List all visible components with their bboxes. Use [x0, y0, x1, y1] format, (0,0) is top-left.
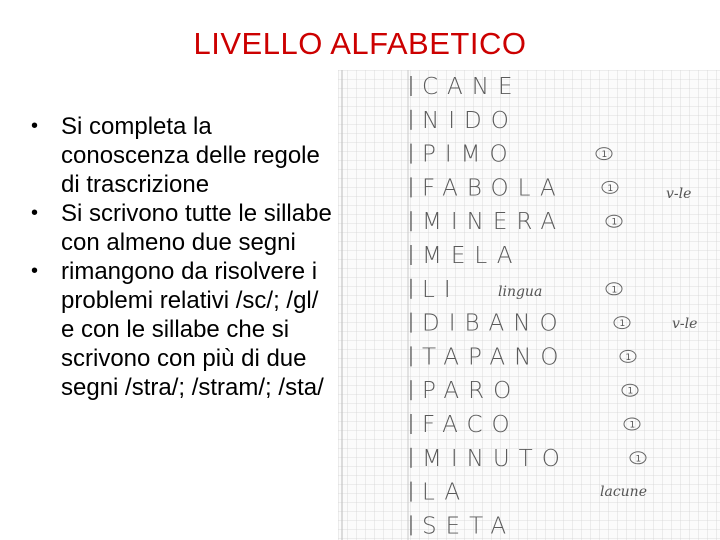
circle-mark-label: 1 [619, 319, 626, 330]
handwritten-word: FABOLA [422, 175, 565, 202]
handwritten-word: PARO [422, 378, 521, 405]
handwritten-word: MINERA [422, 209, 566, 236]
bullet-item [28, 257, 333, 402]
circle-mark-label: 1 [611, 285, 618, 296]
circle-mark-label: 1 [635, 454, 642, 465]
handwritten-word: MELA [422, 243, 522, 269]
handwritten-word: TAPANO [422, 344, 568, 371]
bullet-icon: • [31, 260, 39, 282]
handwriting-scan-image [338, 70, 720, 540]
handwritten-word: SETA [422, 513, 516, 540]
slide-title: LIVELLO ALFABETICO [193, 26, 527, 61]
circle-mark-label: 1 [611, 217, 618, 228]
handwritten-word: FACO [422, 412, 519, 438]
circle-mark-label: 1 [627, 386, 634, 397]
bullet-icon: • [31, 115, 39, 137]
bullet-item [28, 199, 333, 257]
circle-mark-label: 1 [625, 352, 632, 363]
handwritten-word: LI [422, 276, 460, 303]
handwritten-word: DIBANO [422, 310, 567, 337]
handwritten-word: MINUTO [422, 445, 569, 472]
bullet-icon: • [31, 202, 39, 224]
handwritten-note: v-le [672, 316, 698, 332]
handwritten-word: NIDO [422, 107, 518, 134]
handwritten-note: linguа [498, 284, 543, 300]
handwritten-note: v-le [666, 186, 692, 202]
handwritten-word: LA [422, 479, 470, 506]
circle-mark-label: 1 [629, 420, 636, 431]
handwritten-word: CANE [422, 74, 522, 100]
handwritten-note: lacune [600, 484, 647, 500]
bullet-text: Si completa la conoscenza delle regole di trascrizione [61, 113, 320, 198]
bullet-text: rimangono da risolvere i problemi relativi /sc/; /gl/ e con le sillabe che si scrivono con più di due segni /stra/; /stram/; /sta/ [61, 258, 324, 401]
handwritten-word: PIMO [422, 141, 517, 168]
bullet-list [28, 112, 333, 402]
bullet-text: Si scrivono tutte le sillabe con almeno due segni [61, 200, 332, 256]
circle-mark-label: 1 [601, 150, 608, 161]
circle-mark-label: 1 [607, 183, 614, 194]
bullet-item [28, 112, 333, 199]
